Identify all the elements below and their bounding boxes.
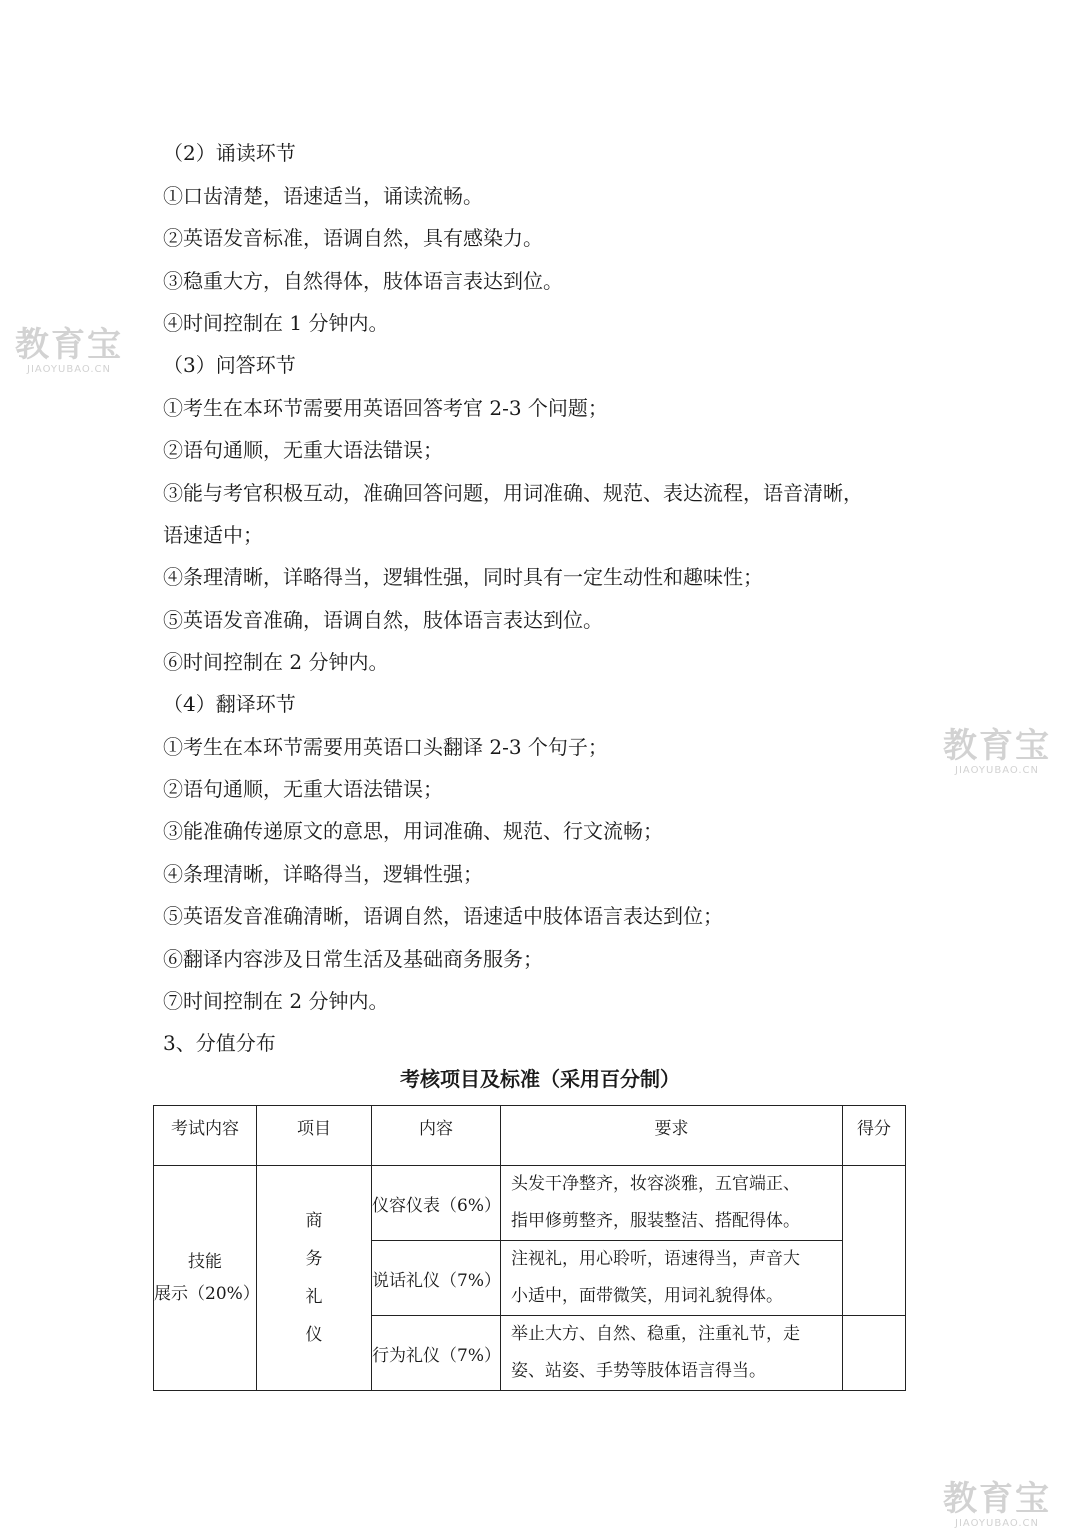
watermark-url: JIAOYUBAO.CN: [955, 765, 1039, 776]
table-header-row: [154, 1106, 906, 1166]
requirement-cell: [501, 1166, 843, 1241]
table-title: 考核项目及标准（采用百分制）: [400, 1067, 680, 1091]
text-line: ③能准确传递原文的意思，用词准确、规范、行文流畅；: [163, 819, 663, 843]
header-cell: 项目: [257, 1106, 372, 1166]
watermark-brand: 教育宝: [15, 325, 123, 365]
text-line: ④条理清晰，详略得当，逻辑性强；: [163, 862, 483, 886]
project-label: 商务礼仪: [305, 1211, 323, 1345]
text-line: ①考生在本环节需要用英语口头翻译 2-3 个句子；: [163, 735, 608, 759]
watermark-logo: [943, 727, 1051, 777]
requirement-line: 小适中，面带微笑，用词礼貌得体。: [511, 1286, 783, 1306]
text-line: （4）翻译环节: [163, 692, 296, 716]
text-line: ③能与考官积极互动，准确回答问题，用词准确、规范、表达流程，语音清晰，: [163, 481, 863, 505]
exam-content-line: 技能: [188, 1252, 222, 1272]
requirement-line: 注视礼，用心聆听，语速得当，声音大: [511, 1249, 800, 1269]
text-line: ⑥翻译内容涉及日常生活及基础商务服务；: [163, 947, 543, 971]
watermark-url: JIAOYUBAO.CN: [955, 1518, 1039, 1529]
text-line: ④时间控制在 1 分钟内。: [163, 311, 389, 335]
text-line: ⑥时间控制在 2 分钟内。: [163, 650, 389, 674]
text-line: ①口齿清楚，语速适当，诵读流畅。: [163, 184, 483, 208]
watermark-brand: 教育宝: [943, 726, 1051, 766]
section-heading: 3、分值分布: [163, 1031, 276, 1055]
watermark-logo: [15, 326, 123, 376]
header-cell: 考试内容: [154, 1106, 257, 1166]
text-line: ⑤英语发音准确清晰，语调自然，语速适中肢体语言表达到位；: [163, 904, 723, 928]
exam-content-line: 展示（20%）: [154, 1284, 260, 1304]
score-table: [153, 1105, 906, 1391]
requirement-cell: [501, 1316, 843, 1391]
text-line: ⑦时间控制在 2 分钟内。: [163, 989, 389, 1013]
watermark-logo: [943, 1480, 1051, 1530]
watermark-url: JIAOYUBAO.CN: [27, 364, 111, 375]
text-line: ③稳重大方，自然得体，肢体语言表达到位。: [163, 269, 563, 293]
score-cell: [843, 1316, 906, 1391]
text-line: ④条理清晰，详略得当，逻辑性强，同时具有一定生动性和趣味性；: [163, 565, 763, 589]
text-line: ②语句通顺，无重大语法错误；: [163, 777, 443, 801]
content-cell: 行为礼仪（7%）: [372, 1316, 501, 1391]
text-line: ①考生在本环节需要用英语回答考官 2-3 个问题；: [163, 396, 608, 420]
content-cell: 仪容仪表（6%）: [372, 1166, 501, 1241]
exam-content-cell: [154, 1166, 260, 1391]
text-line: （3）问答环节: [163, 353, 296, 377]
requirement-line: 姿、站姿、手势等肢体语言得当。: [511, 1361, 766, 1381]
header-cell: 要求: [501, 1106, 843, 1166]
watermark-brand: 教育宝: [943, 1479, 1051, 1519]
score-cell: [843, 1166, 906, 1316]
text-line: ②语句通顺，无重大语法错误；: [163, 438, 443, 462]
text-line: ⑤英语发音准确，语调自然，肢体语言表达到位。: [163, 608, 603, 632]
requirement-line: 举止大方、自然、稳重，注重礼节，走: [511, 1324, 800, 1344]
requirement-line: 指甲修剪整齐，服装整洁、搭配得体。: [511, 1211, 800, 1231]
requirement-line: 头发干净整齐，妆容淡雅，五官端正、: [511, 1174, 800, 1194]
content-cell: 说话礼仪（7%）: [372, 1241, 501, 1316]
table-row: [154, 1166, 906, 1241]
header-cell: 得分: [843, 1106, 906, 1166]
text-line: 语速适中；: [163, 523, 263, 547]
requirement-cell: [501, 1241, 843, 1316]
project-cell: [257, 1166, 372, 1391]
text-line: （2）诵读环节: [163, 141, 296, 165]
text-line: ②英语发音标准，语调自然，具有感染力。: [163, 226, 543, 250]
header-cell: 内容: [372, 1106, 501, 1166]
